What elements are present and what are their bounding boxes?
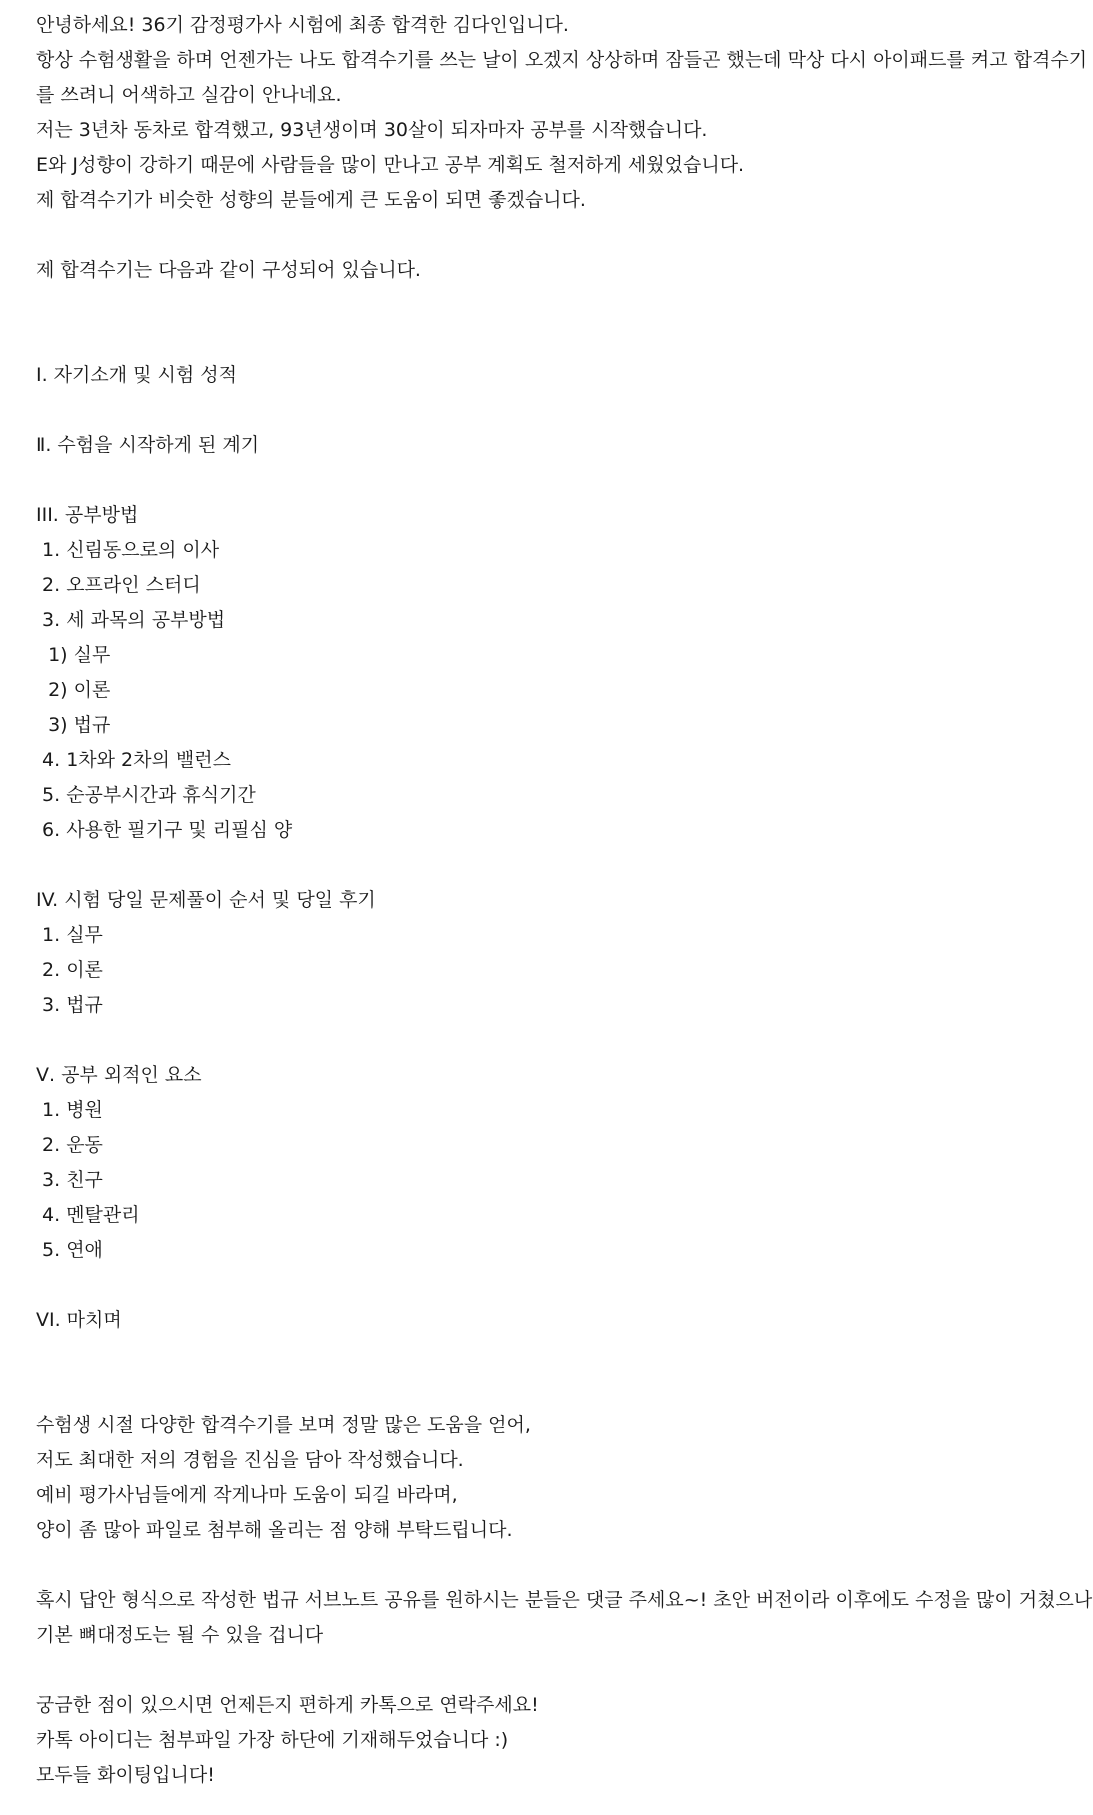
toc-section-title: Ⅴ. 공부 외적인 요소 [36, 1064, 202, 1086]
toc-item: 3. 세 과목의 공부방법 [36, 609, 226, 631]
toc-item: 5. 연애 [36, 1239, 103, 1261]
toc-subitem: 1) 실무 [36, 644, 111, 666]
intro-paragraph [36, 8, 1093, 218]
toc-section-title: III. 공부방법 [36, 504, 139, 526]
intro-line: 제 합격수기가 비슷한 성향의 분들에게 큰 도움이 되면 좋겠습니다. [36, 189, 586, 211]
toc-section-title: VI. 마치며 [36, 1309, 122, 1331]
contact-line: 카톡 아이디는 첨부파일 가장 하단에 기재해두었습니다 :) [36, 1729, 509, 1751]
toc-section-title: Ⅱ. 수험을 시작하게 된 계기 [36, 434, 260, 456]
closing-line: 양이 좀 많아 파일로 첨부해 올리는 점 양해 부탁드립니다. [36, 1519, 513, 1541]
subnote-line: 혹시 답안 형식으로 작성한 법규 서브노트 공유를 원하시는 분들은 댓글 주세요~! 초안 버전이라 이후에도 수정을 많이 거쳤으나 [36, 1589, 1093, 1611]
contact-line: 궁금한 점이 있으시면 언제든지 편하게 카톡으로 연락주세요! [36, 1694, 539, 1716]
toc-item: 2. 오프라인 스터디 [36, 574, 201, 596]
closing-paragraph [36, 1408, 1093, 1548]
intro-line: 안녕하세요! 36기 감정평가사 시험에 최종 합격한 김다인입니다. [36, 14, 569, 36]
toc-item: 3. 친구 [36, 1169, 103, 1191]
intro-line: E와 J성향이 강하기 때문에 사람들을 많이 만나고 공부 계획도 철저하게 세웠었습니다. [36, 154, 745, 176]
toc-item: 4. 멘탈관리 [36, 1204, 140, 1226]
contact-paragraph [36, 1688, 1093, 1793]
closing-line: 저도 최대한 저의 경험을 진심을 담아 작성했습니다. [36, 1449, 464, 1471]
closing-line: 예비 평가사님들에게 작게나마 도움이 되길 바라며, [36, 1484, 458, 1506]
toc-intro: 제 합격수기는 다음과 같이 구성되어 있습니다. [36, 259, 421, 281]
intro-line: 저는 3년차 동차로 합격했고, 93년생이며 30살이 되자마자 공부를 시작했습니다. [36, 119, 708, 141]
intro-line: 항상 수험생활을 하며 언젠가는 나도 합격수기를 쓰는 날이 오겠지 상상하며 잠들곤 했는데 막상 다시 아이패드를 켜고 합격수기 [36, 49, 1088, 71]
toc-item: 1. 신림동으로의 이사 [36, 539, 220, 561]
toc-item: 6. 사용한 필기구 및 리필심 양 [36, 819, 293, 841]
closing-line: 수험생 시절 다양한 합격수기를 보며 정말 많은 도움을 얻어, [36, 1414, 531, 1436]
toc-item: 2. 운동 [36, 1134, 103, 1156]
contact-line: 모두들 화이팅입니다! [36, 1764, 215, 1786]
subnote-line: 기본 뼈대정도는 될 수 있을 겁니다 [36, 1624, 324, 1646]
toc-section-title: IV. 시험 당일 문제풀이 순서 및 당일 후기 [36, 889, 376, 911]
toc-item: 4. 1차와 2차의 밸런스 [36, 749, 231, 771]
subnote-paragraph [36, 1583, 1093, 1653]
toc-subitem: 2) 이론 [36, 679, 111, 701]
toc-item: 2. 이론 [36, 959, 103, 981]
toc-item: 1. 실무 [36, 924, 103, 946]
toc-item: 5. 순공부시간과 휴식기간 [36, 784, 256, 806]
intro-line: 를 쓰려니 어색하고 실감이 안나네요. [36, 84, 342, 106]
toc-item: 3. 법규 [36, 994, 103, 1016]
toc-item: 1. 병원 [36, 1099, 103, 1121]
toc-section-title: Ⅰ. 자기소개 및 시험 성적 [36, 364, 237, 386]
table-of-contents [36, 358, 1093, 1338]
toc-subitem: 3) 법규 [36, 714, 111, 736]
